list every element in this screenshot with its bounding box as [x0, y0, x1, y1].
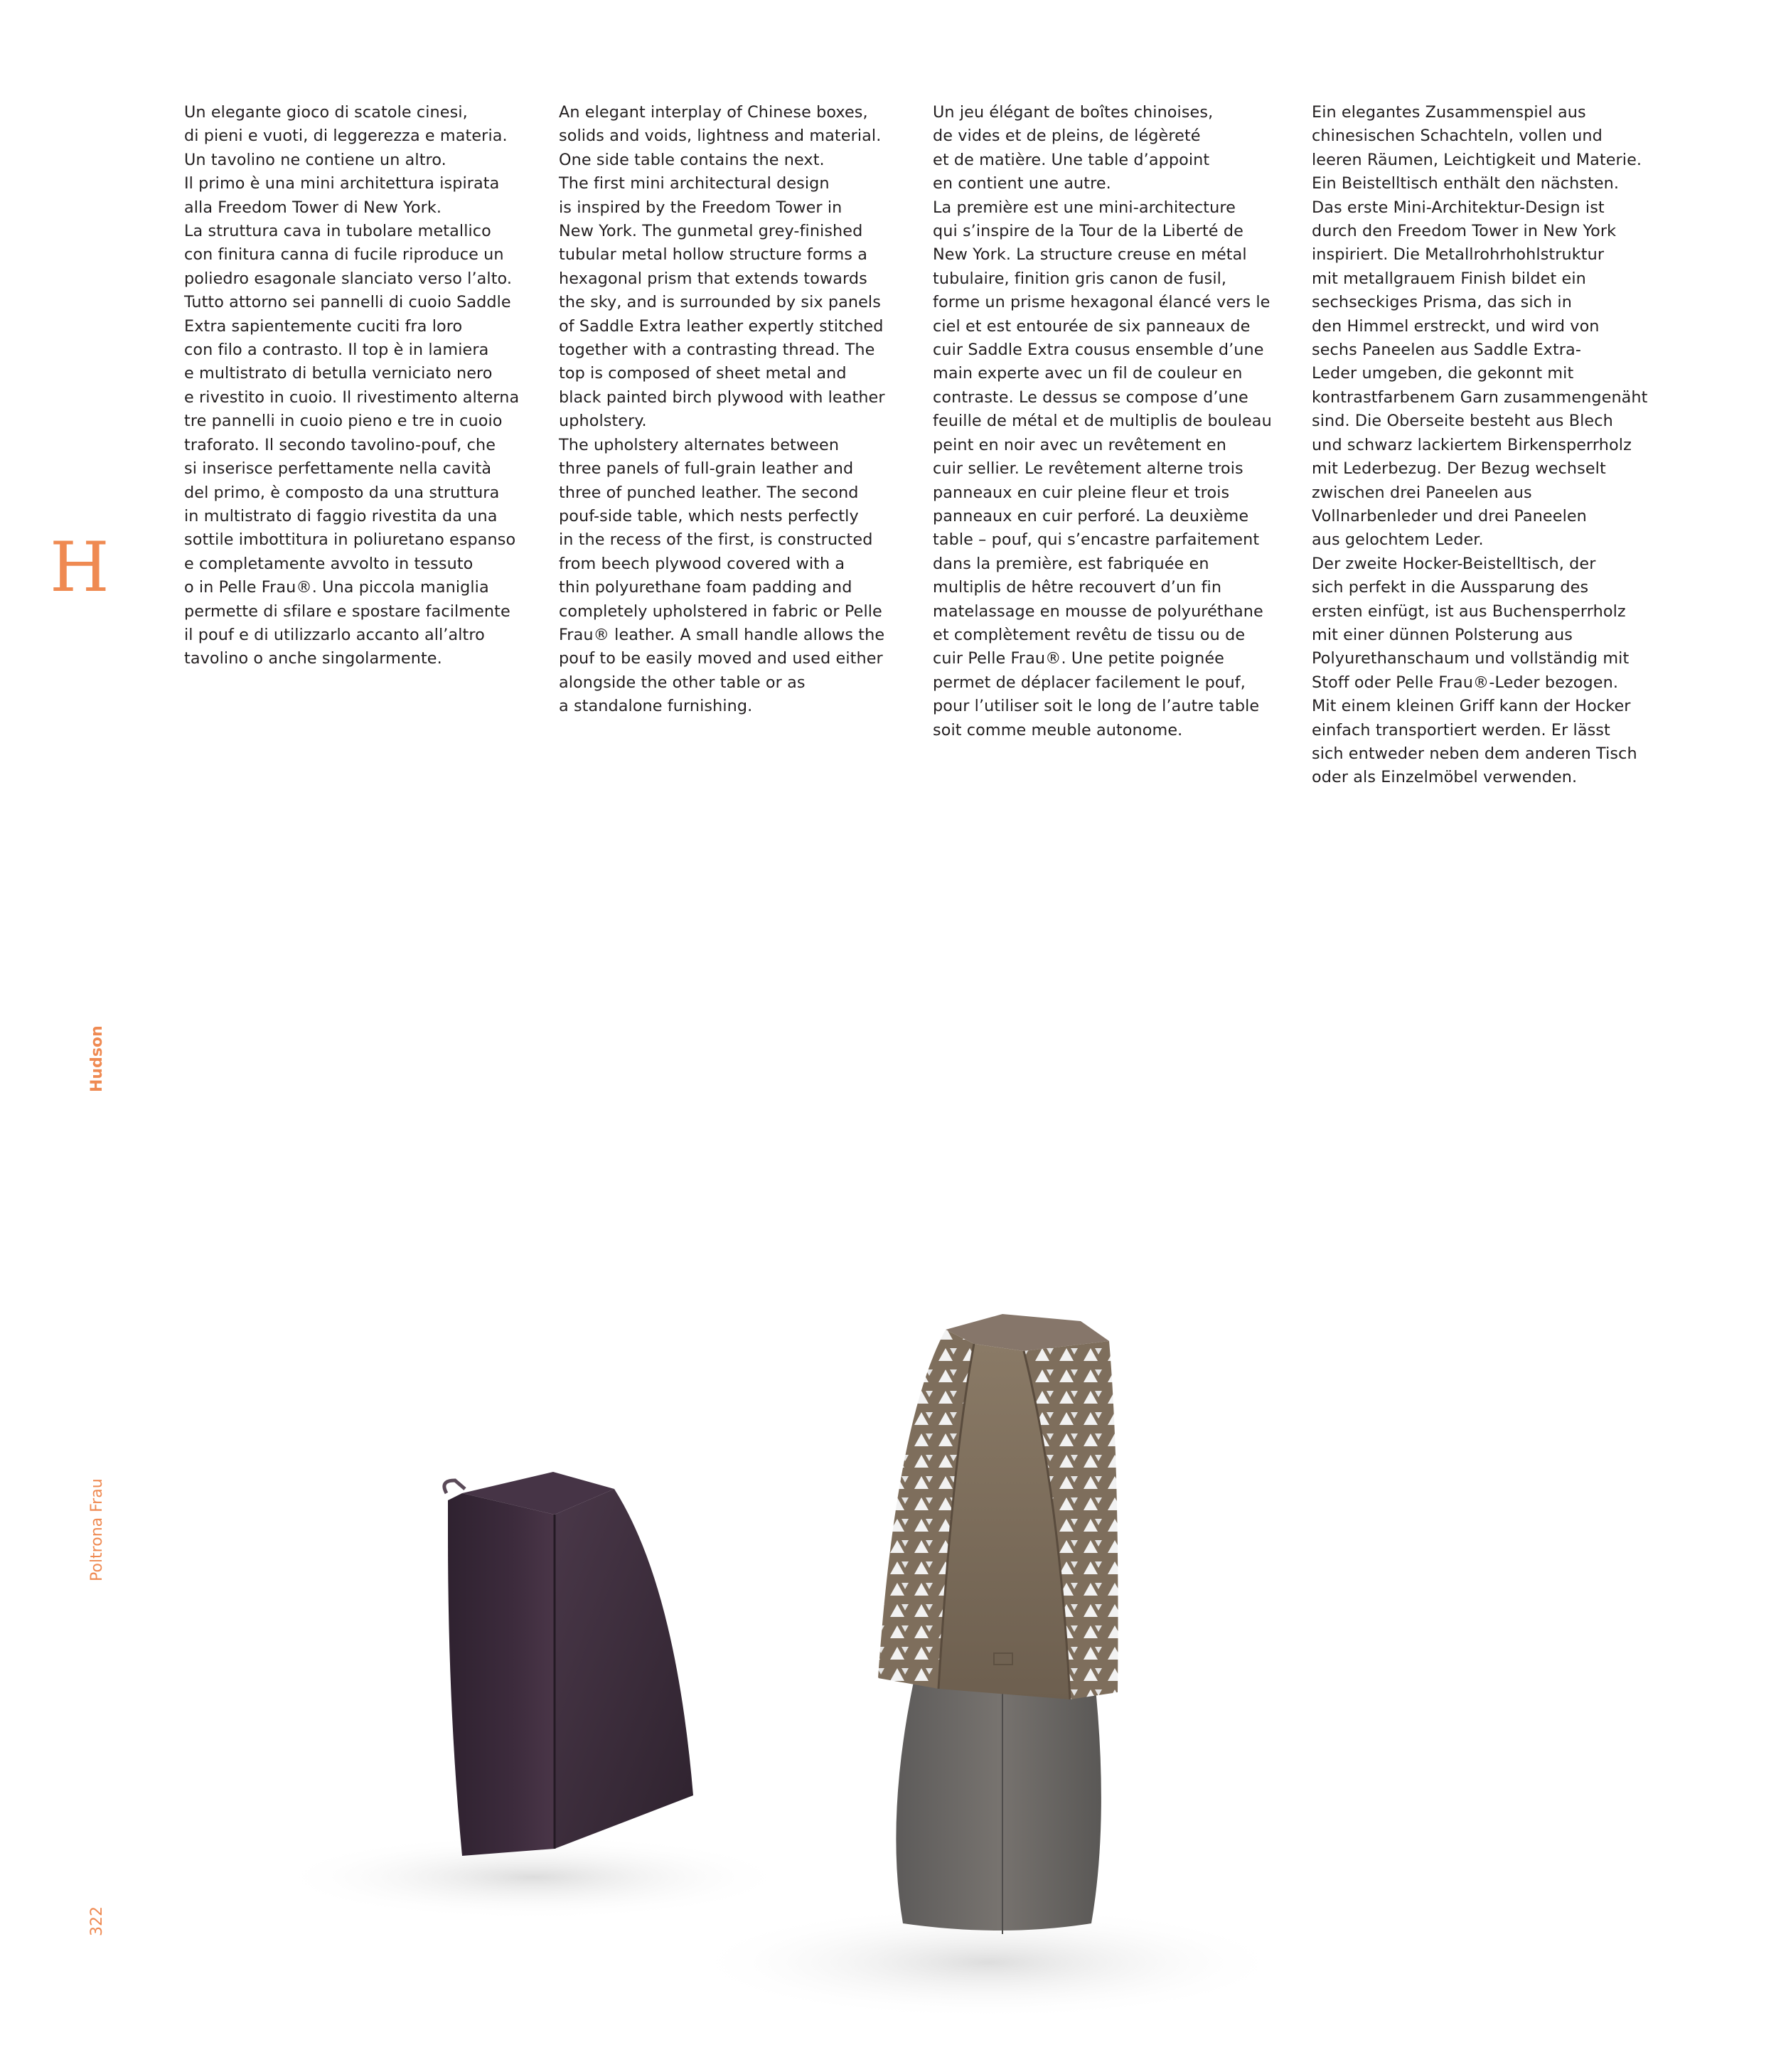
section-initial: H: [50, 528, 109, 607]
purple-pouf: [444, 1472, 693, 1856]
text-column-italian: Un elegante gioco di scatole cinesi, di pieni e vuoti, di leggerezza e materia. Un tavolino ne contiene un altro. Il primo è una mini architettura ispirata alla Freedom Tower di New York. La struttura cava in tubolare metallico con finitura canna di fucile riproduce un poliedro esagonale slanciato verso l’alto. Tutto attorno sei pannelli di cuoio Saddle Extra sapientemente cuciti fra loro con filo a contrasto. Il top è in lamiera e multistrato di betulla verniciato nero e rivestito in cuoio. Il rivestimento alterna tre pannelli in cuoio pieno e tre in cuoio traforato. Il secondo tavolino-pouf, che si inserisce perfettamente nella cavità del primo, è composto da una struttura in multistrato di faggio rivestita da una sottile imbottitura in poliuretano espanso e completamente avvolto in tessuto o in Pelle Frau®. Una piccola maniglia permette di sfilare e spostare facilmente il pouf e di utilizzarlo accanto all’altro tavolino o anche singolarmente.: [184, 103, 520, 668]
product-photo: [235, 1280, 1351, 2072]
hudson-tables-illustration: [235, 1280, 1351, 2072]
page-number: 322: [88, 1906, 106, 1936]
brand-name-vertical: Poltrona Frau: [88, 1478, 106, 1581]
product-name-vertical: Hudson: [88, 1025, 106, 1092]
leather-side-table: [878, 1314, 1118, 1699]
grey-fabric-pouf: [896, 1682, 1101, 1934]
text-column-english: An elegant interplay of Chinese boxes, solids and voids, lightness and material. One side table contains the next. The first mini architectural design is inspired by the Freedom Tower in New York. The gunmetal grey-finished tubular metal hollow structure forms a hexagonal prism that extends towards the sky, and is surrounded by six panels of Saddle Extra leather expertly stitched together with a contrasting thread. The top is composed of sheet metal and black painted birch plywood with leather upholstery. The upholstery alternates between three panels of full-grain leather and three of punched leather. The second pouf-side table, which nests perfectly in the recess of the first, is constructed from beech plywood covered with a thin polyurethane foam padding and completely upholstered in fabric or Pelle Frau® leather. A small handle allows the pouf to be easily moved and used either alongside the other table or as a standalone furnishing.: [559, 103, 885, 716]
text-column-german: Ein elegantes Zusammenspiel aus chinesischen Schachteln, vollen und leeren Räumen, Leichtigkeit und Materie. Ein Beistelltisch enthält den nächsten. Das erste Mini-Architektur-Design ist durch den Freedom Tower in New York inspiriert. Die Metallrohrhohlstruktur mit metallgrauem Finish bildet ein sechseckiges Prisma, das sich in den Himmel erstreckt, und wird von sechs Paneelen aus Saddle Extra- Leder umgeben, die gekonnt mit kontrastfarbenem Garn zusammengenäht sind. Die Oberseite besteht aus Blech und schwarz lackiertem Birkensperrholz mit Lederbezug. Der Bezug wechselt zwischen drei Paneelen aus Vollnarbenleder und drei Paneelen aus gelochtem Leder. Der zweite Hocker-Beistelltisch, der sich perfekt in die Aussparung des ersten einfügt, ist aus Buchensperrholz mit einer dünnen Polsterung aus Polyurethanschaum und vollständig mit Stoff oder Pelle Frau®-Leder bezogen. Mit einem kleinen Griff kann der Hocker einfach transportiert werden. Er lässt sich entweder neben dem anderen Tisch oder als Einzelmöbel verwenden.: [1312, 103, 1648, 787]
text-column-french: Un jeu élégant de boîtes chinoises, de vides et de pleins, de légèreté et de matière. Une table d’appoint en contient une autre. La première est une mini-architecture qui s’inspire de la Tour de la Liberté de New York. La structure creuse en métal tubulaire, finition gris canon de fusil, forme un prisme hexagonal élancé vers le ciel et est entourée de six panneaux de cuir Saddle Extra cousus ensemble d’une main experte avec un fil de couleur en contraste. Le dessus se compose d’une feuille de métal et de multiplis de bouleau peint en noir avec un revêtement en cuir sellier. Le revêtement alterne trois panneaux en cuir pleine fleur et trois panneaux en cuir perforé. La deuxième table – pouf, qui s’encastre parfaitement dans la première, est fabriquée en multiplis de hêtre recouvert d’un fin matelassage en mousse de polyuréthane et complètement revêtu de tissu ou de cuir Pelle Frau®. Une petite poignée permet de déplacer facilement le pouf, pour l’utiliser soit le long de l’autre table soit comme meuble autonome.: [933, 103, 1272, 739]
